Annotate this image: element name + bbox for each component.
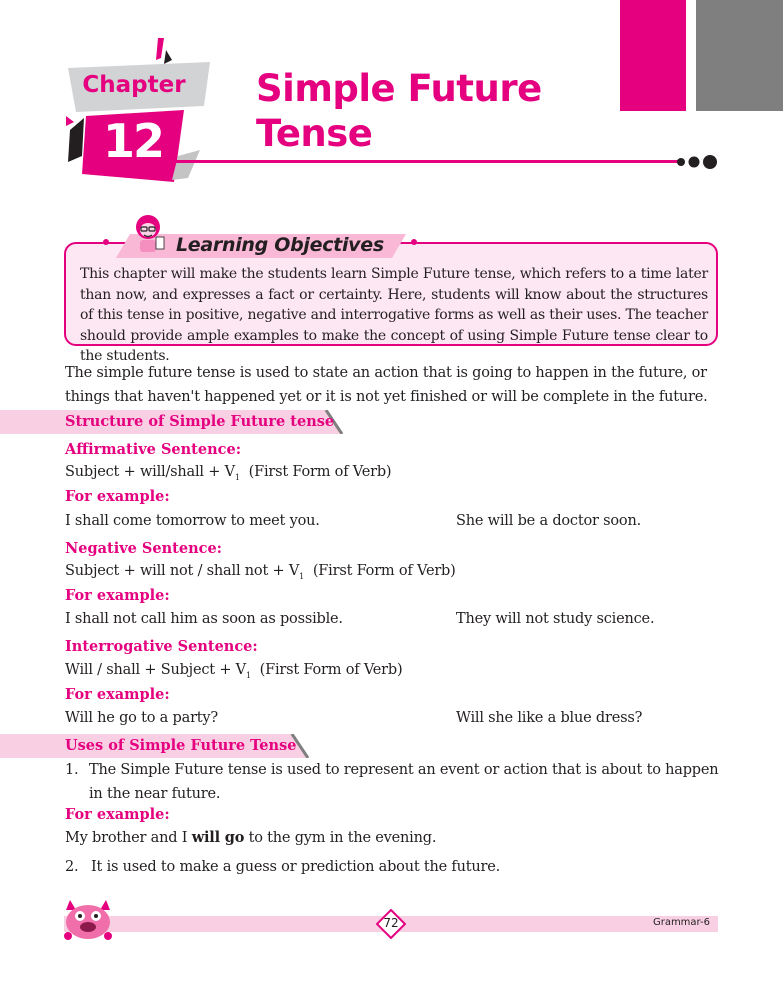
affirmative-formula-subscript: 1 [234,472,240,482]
page-number: 72 [383,916,399,930]
book-title: Grammar-6 [652,917,710,928]
pink-monster-icon [60,896,116,942]
title-rule [168,160,684,163]
negative-formula [65,559,456,589]
affirmative-example-label: For example: [65,488,170,505]
negative-formula-main: Subject + will not / shall not + V [65,563,300,579]
negative-example-left: I shall not call him as soon as possible. [65,611,343,627]
affirmative-formula-tail: (First Form of Verb) [248,464,392,480]
interrogative-example-label: For example: [65,686,170,703]
negative-formula-subscript: 1 [299,571,305,581]
uses-heading: Uses of Simple Future Tense [65,737,297,754]
uses-example-pre: My brother and I [65,830,192,846]
uses-example-bold: will go [191,829,245,846]
learning-objectives-text: This chapter will make the students learn Simple Future tense, which refers to a time later than now, and expresses a fact or certainty. Here, students will know about the structures of this tense in positive, negative and interrogative forms as well as their uses. The teacher should provide ample examples to make the concept of using Simple Future tense clear to the students. [80,266,708,364]
uses-item-2-text: It is used to make a guess or prediction about the future. [91,859,501,875]
uses-item-2-number: 2. [65,859,79,875]
affirmative-heading: Affirmative Sentence: [65,441,242,458]
negative-heading: Negative Sentence: [65,540,223,557]
affirmative-formula [65,460,391,490]
corner-decoration-gray [696,0,783,111]
uses-example-sentence [65,826,436,850]
uses-item-1-number: 1. [65,762,79,778]
negative-example-right: They will not study science. [456,611,655,627]
negative-example-label: For example: [65,587,170,604]
uses-item-1-text: The Simple Future tense is used to represent an event or action that is about to happen in the near future. [89,762,719,802]
chapter-label: Chapter [82,72,186,98]
learning-objectives-heading: Learning Objectives [176,234,384,256]
chapter-title-line-2: Tense [256,112,373,155]
chapter-number: 12 [102,114,163,168]
title-rule-dots [676,152,720,172]
interrogative-formula-subscript: 1 [245,670,251,680]
student-girl-icon [132,213,168,253]
interrogative-example-right: Will she like a blue dress? [456,710,643,726]
interrogative-formula-main: Will / shall + Subject + V [65,662,246,678]
affirmative-example-left: I shall come tomorrow to meet you. [65,513,320,529]
intro-paragraph: The simple future tense is used to state an action that is going to happen in the future, or things that haven't happened yet or it is not yet finished or will be complete in the future. [65,365,708,405]
interrogative-example-left: Will he go to a party? [65,710,218,726]
negative-formula-tail: (First Form of Verb) [312,563,456,579]
chapter-title [256,66,596,156]
chapter-title-line-1: Simple Future [256,67,542,110]
affirmative-formula-main: Subject + will/shall + V [65,464,235,480]
interrogative-heading: Interrogative Sentence: [65,638,258,655]
uses-example-label: For example: [65,806,170,823]
uses-example-post: to the gym in the evening. [244,830,437,846]
structure-heading: Structure of Simple Future tense [65,413,335,430]
corner-decoration-pink [620,0,686,111]
interrogative-formula-tail: (First Form of Verb) [259,662,403,678]
interrogative-formula [65,658,402,688]
affirmative-example-right: She will be a doctor soon. [456,513,641,529]
